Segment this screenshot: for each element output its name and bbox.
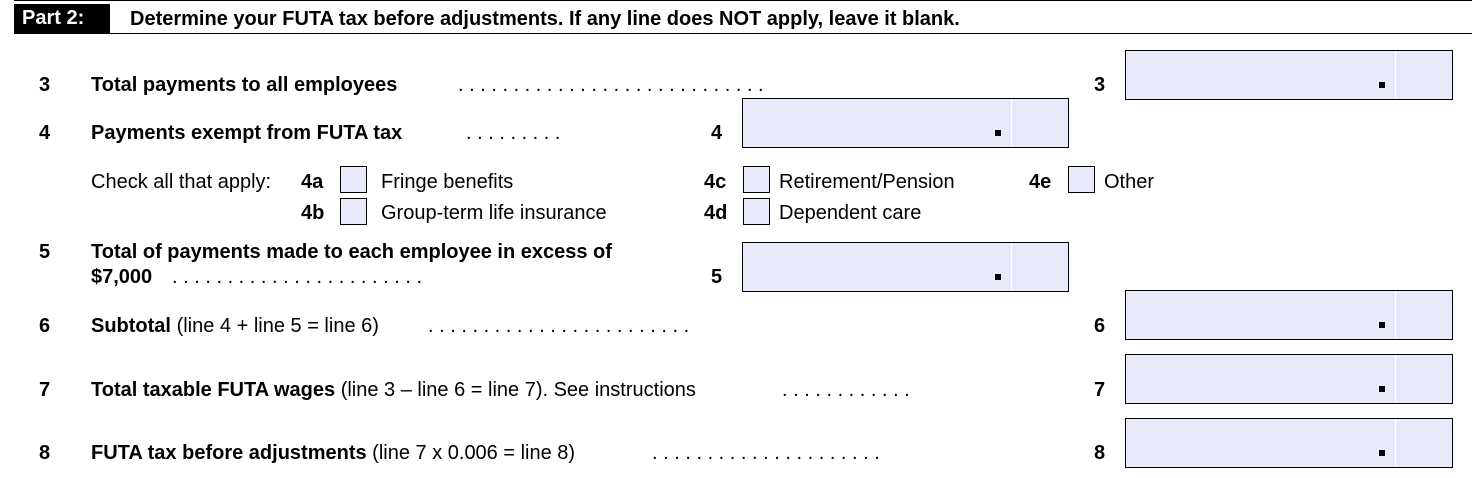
line-5-cents-field[interactable] xyxy=(1011,243,1068,291)
line-4-amount-field[interactable] xyxy=(742,98,1069,148)
check-4d-label: Dependent care xyxy=(779,202,922,224)
check-4e-code: 4e xyxy=(1029,171,1052,193)
line-8-cents-field[interactable] xyxy=(1395,419,1452,467)
check-4c-box[interactable] xyxy=(743,166,770,193)
box-7-number: 7 xyxy=(1094,379,1106,401)
check-4a-box[interactable] xyxy=(340,166,367,193)
line-6-amount-field[interactable] xyxy=(1125,290,1453,340)
line-3-cents-field[interactable] xyxy=(1395,51,1452,99)
line-3-number: 3 xyxy=(39,74,51,96)
header-rule xyxy=(14,33,1472,34)
line-8-label-bold: FUTA tax before adjustments xyxy=(91,442,367,464)
line-5-label-line1: Total of payments made to each employee in excess of xyxy=(91,241,612,263)
line-6-label xyxy=(91,314,379,338)
line-6-label-bold: Subtotal xyxy=(91,315,171,337)
line-3-leader: . . . . . . . . . . . . . . . . . . . . . . . . . . . . xyxy=(458,74,764,96)
box-3-number: 3 xyxy=(1094,74,1106,96)
decimal-point xyxy=(1379,322,1385,328)
line-4-leader: . . . . . . . . . xyxy=(466,122,561,144)
check-4b-box[interactable] xyxy=(340,198,367,225)
line-7-leader: . . . . . . . . . . . . xyxy=(782,379,910,401)
line-6-number: 6 xyxy=(39,315,51,337)
check-all-intro: Check all that apply: xyxy=(91,171,272,193)
check-4c-code: 4c xyxy=(704,171,727,193)
top-rule xyxy=(14,0,1472,1)
decimal-point xyxy=(1379,450,1385,456)
box-5-number: 5 xyxy=(711,266,723,288)
check-4a-label: Fringe benefits xyxy=(381,171,514,193)
check-4a-code: 4a xyxy=(301,171,324,193)
line-5-label-line2: $7,000 xyxy=(91,266,153,288)
line-8-number: 8 xyxy=(39,442,51,464)
line-7-cents-field[interactable] xyxy=(1395,355,1452,403)
line-6-cents-field[interactable] xyxy=(1395,291,1452,339)
decimal-point xyxy=(995,130,1001,136)
line-4-number: 4 xyxy=(39,122,51,144)
line-7-label-rest: (line 3 – line 6 = line 7). See instructions xyxy=(340,379,696,401)
part-title: Determine your FUTA tax before adjustments. If any line does NOT apply, leave it blank. xyxy=(130,8,960,30)
line-7-amount-field[interactable] xyxy=(1125,354,1453,404)
line-7-number: 7 xyxy=(39,379,51,401)
line-7-label xyxy=(91,378,696,402)
line-7-label-bold: Total taxable FUTA wages xyxy=(91,379,336,401)
line-3-label: Total payments to all employees xyxy=(91,74,398,96)
line-8-leader: . . . . . . . . . . . . . . . . . . . . . xyxy=(652,442,880,464)
check-4b-code: 4b xyxy=(301,202,325,224)
line-3-amount-field[interactable] xyxy=(1125,50,1453,100)
check-4e-label: Other xyxy=(1104,171,1155,193)
line-8-label-rest: (line 7 x 0.006 = line 8) xyxy=(372,442,576,464)
check-4c-label: Retirement/Pension xyxy=(779,171,955,193)
box-4-number: 4 xyxy=(711,122,723,144)
line-8-amount-field[interactable] xyxy=(1125,418,1453,468)
check-4d-box[interactable] xyxy=(743,198,770,225)
line-5-number: 5 xyxy=(39,241,51,263)
box-6-number: 6 xyxy=(1094,315,1106,337)
line-6-leader: . . . . . . . . . . . . . . . . . . . . . . . . xyxy=(428,315,690,337)
decimal-point xyxy=(995,274,1001,280)
line-6-label-rest: (line 4 + line 5 = line 6) xyxy=(176,315,379,337)
part-label: Part 2: xyxy=(14,4,110,33)
line-4-cents-field[interactable] xyxy=(1011,99,1068,147)
decimal-point xyxy=(1379,82,1385,88)
line-4-label: Payments exempt from FUTA tax xyxy=(91,122,403,144)
line-8-label xyxy=(91,441,575,465)
line-5-leader: . . . . . . . . . . . . . . . . . . . . . . . xyxy=(172,266,423,288)
check-4b-label: Group-term life insurance xyxy=(381,202,607,224)
line-5-amount-field[interactable] xyxy=(742,242,1069,292)
check-4e-box[interactable] xyxy=(1068,166,1095,193)
box-8-number: 8 xyxy=(1094,442,1106,464)
decimal-point xyxy=(1379,386,1385,392)
check-4d-code: 4d xyxy=(704,202,728,224)
